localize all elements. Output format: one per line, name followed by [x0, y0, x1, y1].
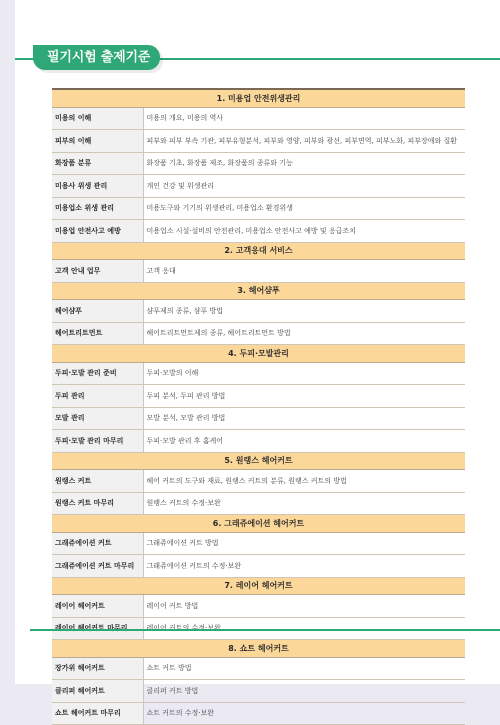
row-description: 헤어트리트먼트제의 종류, 헤어트리트먼트 방법	[143, 322, 465, 345]
row-label: 헤어샴푸	[52, 300, 143, 323]
row-label: 원랭스 커트 마무리	[52, 492, 143, 515]
table-row	[52, 470, 465, 493]
table-row	[52, 492, 465, 515]
row-label: 쇼트 헤어커트 마무리	[52, 702, 143, 725]
table-row	[52, 260, 465, 283]
section-title: 1. 미용업 안전위생관리	[52, 89, 465, 107]
section-title: 8. 쇼트 헤어커트	[52, 640, 465, 658]
table-row	[52, 430, 465, 453]
table-row	[52, 385, 465, 408]
section-header-row	[52, 577, 465, 595]
row-label: 장가위 헤어커트	[52, 657, 143, 680]
table-row	[52, 362, 465, 385]
row-label: 피부의 이해	[52, 130, 143, 153]
row-description: 두피·모발의 이해	[143, 362, 465, 385]
section-header-row	[52, 345, 465, 363]
row-description: 헤어 커트의 도구와 재료, 원랭스 커트의 분류, 원랭스 커트의 방법	[143, 470, 465, 493]
table-row	[52, 220, 465, 243]
table-row	[52, 532, 465, 555]
table-row	[52, 322, 465, 345]
section-header-row	[52, 242, 465, 260]
table-row	[52, 175, 465, 198]
row-description: 피부와 피부 부속 기관, 피부유형분석, 피부와 영양, 피부와 광선, 피부면역, 피부노화, 피부장애와 질환	[143, 130, 465, 153]
table-row	[52, 702, 465, 725]
row-description: 두피 분석, 두피 관리 방법	[143, 385, 465, 408]
section-title: 4. 두피·모발관리	[52, 345, 465, 363]
section-header-row	[52, 640, 465, 658]
table-row	[52, 197, 465, 220]
row-description: 두피·모발 관리 후 홈케어	[143, 430, 465, 453]
table-row	[52, 152, 465, 175]
row-description: 개인 건강 및 위생관리	[143, 175, 465, 198]
row-description: 쇼트 커트 방법	[143, 657, 465, 680]
section-header-row	[52, 282, 465, 300]
row-description: 원랭스 커트의 수정·보완	[143, 492, 465, 515]
bottom-rule	[30, 629, 500, 631]
section-title: 6. 그래쥬에이션 헤어커트	[52, 515, 465, 533]
row-description: 미용업소 시설·설비의 안전관리, 미용업소 안전사고 예방 및 응급조치	[143, 220, 465, 243]
row-description: 샴푸제의 종류, 샴푸 방법	[143, 300, 465, 323]
row-label: 헤어트리트먼트	[52, 322, 143, 345]
page-title: 필기시험 출제기준	[33, 45, 160, 70]
row-description: 그래쥬에이션 커트의 수정·보완	[143, 555, 465, 578]
row-label: 고객 안내 업무	[52, 260, 143, 283]
table-row	[52, 300, 465, 323]
section-title: 5. 원랭스 헤어커트	[52, 452, 465, 470]
table-row	[52, 407, 465, 430]
section-title: 7. 레이어 헤어커트	[52, 577, 465, 595]
row-label: 레이어 헤어커트	[52, 595, 143, 618]
row-label: 그래쥬에이션 커트 마무리	[52, 555, 143, 578]
section-title: 3. 헤어샴푸	[52, 282, 465, 300]
row-description: 레이어 커트 방법	[143, 595, 465, 618]
row-label: 두피 관리	[52, 385, 143, 408]
table-row	[52, 595, 465, 618]
row-label: 미용의 이해	[52, 107, 143, 130]
row-label: 그래쥬에이션 커트	[52, 532, 143, 555]
section-title: 2. 고객응대 서비스	[52, 242, 465, 260]
row-description: 쇼트 커트의 수정·보완	[143, 702, 465, 725]
row-label: 두피·모발 관리 준비	[52, 362, 143, 385]
row-description: 클리퍼 커트 방법	[143, 680, 465, 703]
row-description: 그래쥬에이션 커트 방법	[143, 532, 465, 555]
row-description: 고객 응대	[143, 260, 465, 283]
row-label: 원랭스 커트	[52, 470, 143, 493]
table-row	[52, 130, 465, 153]
row-label: 두피·모발 관리 마무리	[52, 430, 143, 453]
table-row	[52, 555, 465, 578]
row-description: 미용의 개요, 미용의 역사	[143, 107, 465, 130]
table-row	[52, 657, 465, 680]
table-row	[52, 107, 465, 130]
row-label: 화장품 분류	[52, 152, 143, 175]
table-row	[52, 680, 465, 703]
row-label: 미용사 위생 관리	[52, 175, 143, 198]
row-description: 화장품 기초, 화장품 제조, 화장품의 종류와 기능	[143, 152, 465, 175]
row-description: 모발 분석, 모발 관리 방법	[143, 407, 465, 430]
section-header-row	[52, 89, 465, 107]
row-label: 클리퍼 헤어커트	[52, 680, 143, 703]
row-description: 미용도구와 기기의 위생관리, 미용업소 환경위생	[143, 197, 465, 220]
section-header-row	[52, 452, 465, 470]
section-header-row	[52, 515, 465, 533]
row-label: 미용업소 위생 관리	[52, 197, 143, 220]
row-label: 미용업 안전사고 예방	[52, 220, 143, 243]
row-label: 모발 관리	[52, 407, 143, 430]
